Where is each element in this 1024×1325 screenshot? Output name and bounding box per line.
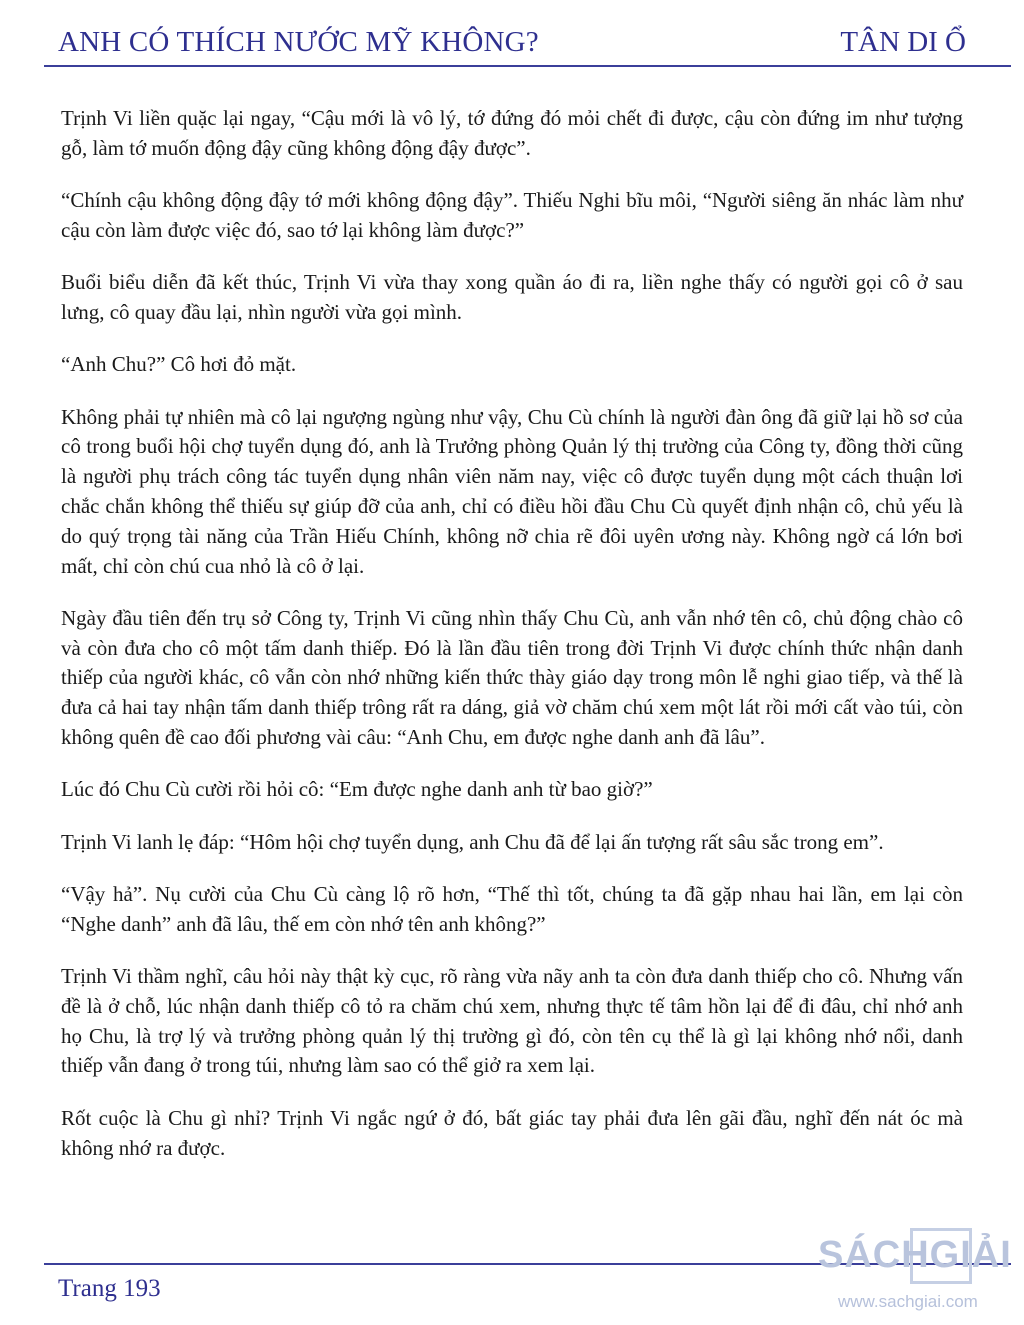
paragraph: “Vậy hả”. Nụ cười của Chu Cù càng lộ rõ hơn, “Thế thì tốt, chúng ta đã gặp nhau hai lần, em lại còn “Nghe danh” anh đã lâu, thế em còn nhớ tên anh không?” <box>61 881 963 936</box>
watermark-logo-text: SÁCHGIẢI <box>818 1234 1012 1276</box>
paragraph: Buổi biểu diễn đã kết thúc, Trịnh Vi vừa thay xong quần áo đi ra, liền nghe thấy có người gọi cô ở sau lưng, cô quay đầu lại, nhìn người vừa gọi mình. <box>61 270 963 324</box>
page-number: Trang 193 <box>58 1275 161 1302</box>
watermark-url: www.sachgiai.com <box>838 1292 978 1311</box>
paragraph: “Chính cậu không động đậy tớ mới không động đậy”. Thiếu Nghi bĩu môi, “Người siêng ăn nhác làm như cậu còn làm được việc đó, sao tớ lại không làm được?” <box>61 188 963 242</box>
paragraph: Trịnh Vi lanh lẹ đáp: “Hôm hội chợ tuyển dụng, anh Chu đã để lại ấn tượng rất sâu sắc trong em”. <box>61 829 884 854</box>
author-name: TÂN DI Ổ <box>840 26 966 58</box>
watermark-logo <box>818 1226 1018 1322</box>
header-divider <box>44 65 1011 67</box>
paragraph: Không phải tự nhiên mà cô lại ngượng ngùng như vậy, Chu Cù chính là người đàn ông đã giữ lại hồ sơ của cô trong buổi hội chợ tuyển dụng đó, anh là Trưởng phòng Quản lý thị trường của Công ty, đồng thời cũng là người phụ trách công tác tuyển dụng nhân viên năm nay, việc cô được tuyển dụng một cách thuận lơi chắc chắn không thể thiếu sự giúp đỡ của anh, chỉ có điều hồi đầu Chu Cù quyết định nhận cô, chủ yếu là do quý trọng tài năng của Trần Hiếu Chính, không nỡ chia rẽ đôi uyên ương này. Không ngờ cá lớn bơi mất, chỉ còn chú cua nhỏ là cô ở lại. <box>61 404 963 578</box>
book-title: ANH CÓ THÍCH NƯỚC MỸ KHÔNG? <box>58 26 539 58</box>
page-header <box>58 22 966 66</box>
paragraph: Lúc đó Chu Cù cười rồi hỏi cô: “Em được nghe danh anh từ bao giờ?” <box>61 777 653 802</box>
paragraph: Trịnh Vi thầm nghĩ, câu hỏi này thật kỳ cục, rõ ràng vừa nãy anh ta còn đưa danh thiếp cho cô. Nhưng vấn đề là ở chỗ, lúc nhận danh thiếp cô tỏ ra chăm chú xem, nhưng thực tế tâm hồn lại để đi đâu, chỉ nhớ anh họ Chu, là trợ lý và trưởng phòng quản lý thị trường gì đó, còn tên cụ thể là gì lại không nhớ nổi, danh thiếp vẫn đang ở trong túi, nhưng làm sao có thể giở ra xem lại. <box>61 964 963 1078</box>
paragraph: Ngày đầu tiên đến trụ sở Công ty, Trịnh Vi cũng nhìn thấy Chu Cù, anh vẫn nhớ tên cô, chủ động chào cô và còn đưa cho cô một tấm danh thiếp. Đó là lần đầu tiên trong đời Trịnh Vi được chính thức nhận danh thiếp của người khác, cô vẫn còn nhớ những kiến thức thày giáo dạy trong môn lễ nghi giao tiếp, và thế là đưa cả hai tay nhận tấm danh thiếp trông rất ra dáng, giả vờ chăm chú xem một lát rồi mới cất vào túi, còn không quên đề cao đối phương vài câu: “Anh Chu, em được nghe danh anh đã lâu”. <box>61 605 963 750</box>
page-body <box>61 104 963 1186</box>
paragraph: “Anh Chu?” Cô hơi đỏ mặt. <box>61 352 297 377</box>
paragraph: Rốt cuộc là Chu gì nhỉ? Trịnh Vi ngắc ngứ ở đó, bất giác tay phải đưa lên gãi đầu, nghĩ đến nát óc mà không nhớ ra được. <box>61 1105 963 1160</box>
paragraph: Trịnh Vi liền quặc lại ngay, “Cậu mới là vô lý, tớ đứng đó mỏi chết đi được, cậu còn đứng im như tượng gỗ, làm tớ muốn động đậy cũng không động đậy được”. <box>61 106 963 160</box>
